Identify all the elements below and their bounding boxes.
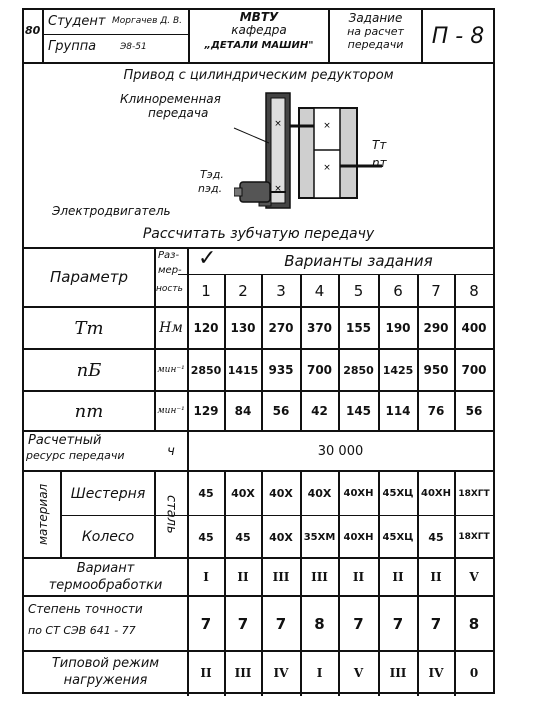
- table-cell: 400: [461, 321, 487, 335]
- figure-title: Привод с цилиндрическим редуктором: [123, 67, 394, 83]
- output-speed-label: nт: [372, 156, 387, 170]
- variant-number: 1: [201, 282, 211, 300]
- table-cell: 40ХН: [421, 488, 451, 499]
- table-cell: 40Х: [231, 487, 255, 500]
- svg-text:×: ×: [274, 119, 282, 129]
- table-cell: 1425: [382, 363, 414, 377]
- header-bottom-rule: [24, 62, 493, 64]
- table-cell: 40ХН: [343, 488, 374, 499]
- table-rule: [60, 515, 493, 516]
- table-cell: 7: [237, 614, 249, 633]
- table-cell: 7: [392, 614, 404, 633]
- table-cell: II: [392, 570, 404, 584]
- table-cell: 40Х: [269, 487, 293, 500]
- row-unit: мин⁻¹: [157, 365, 185, 375]
- table-cell: 190: [385, 321, 411, 335]
- row-param: Tт: [74, 317, 104, 339]
- variant-number: 6: [393, 282, 403, 300]
- table-cell: 8: [314, 614, 325, 633]
- table-cell: 45: [198, 487, 214, 500]
- table-cell: II: [200, 666, 212, 680]
- table-cell: 700: [461, 363, 487, 377]
- steel-label: сталь: [163, 495, 179, 534]
- svg-text:×: ×: [274, 184, 282, 194]
- load-label-2: нагружения: [63, 672, 148, 688]
- motor-icon: [234, 170, 294, 210]
- student-name: Моргачев Д. В.: [112, 16, 183, 26]
- table-cell: 42: [311, 404, 328, 418]
- material-label: материал: [36, 483, 50, 546]
- table-cell: 370: [306, 321, 333, 335]
- table-cell: 35ХМ: [303, 531, 336, 543]
- table-cell: 40Х: [307, 487, 332, 500]
- task-subject: передачи: [347, 37, 404, 51]
- table-cell: IV: [428, 666, 444, 680]
- group-label: Группа: [48, 39, 97, 54]
- output-torque-label: Tт: [372, 138, 387, 152]
- check-mark-icon: ✓: [198, 246, 217, 271]
- student-label: Студент: [48, 14, 106, 29]
- task-subtitle: на расчет: [347, 24, 404, 38]
- org-name: „ДЕТАЛИ МАШИН": [204, 39, 314, 51]
- org-department: кафедра: [231, 23, 287, 37]
- heat-label-2: термообработки: [48, 577, 163, 593]
- row-unit: Нм: [159, 320, 183, 336]
- group-value: Э8-51: [120, 42, 147, 52]
- table-cell: III: [234, 666, 252, 680]
- table-cell: V: [353, 666, 364, 680]
- table-cell: 2850: [190, 363, 222, 377]
- table-cell: 700: [306, 363, 333, 377]
- table-cell: 45: [198, 530, 214, 544]
- table-cell: 76: [427, 404, 445, 418]
- table-cell: IV: [273, 666, 289, 680]
- table-cell: 270: [268, 321, 294, 335]
- task-title: Задание: [348, 11, 403, 25]
- table-cell: II: [237, 570, 249, 584]
- svg-text:×: ×: [323, 163, 331, 173]
- table-cell: 129: [193, 404, 219, 418]
- heat-label: Вариант: [76, 560, 135, 576]
- resource-unit: ч: [167, 443, 175, 459]
- table-cell: 2850: [343, 363, 374, 377]
- gear-label: Колесо: [81, 529, 135, 545]
- table-cell: 1415: [227, 363, 259, 377]
- pinion-label: Шестерня: [70, 485, 146, 502]
- dim-header: Раз-: [158, 250, 180, 261]
- motor-torque-label: Tэд.: [200, 168, 224, 181]
- variant-number: 4: [314, 282, 325, 300]
- row-param: nБ: [76, 359, 102, 381]
- table-cell: V: [469, 570, 479, 584]
- table-cell: III: [389, 666, 407, 680]
- table-cell: 45: [428, 530, 444, 544]
- header-divider: [42, 34, 188, 35]
- table-cell: III: [311, 570, 328, 584]
- row-param: nт: [74, 400, 104, 422]
- dim-header-3: ность: [156, 284, 183, 294]
- table-cell: 290: [423, 321, 449, 335]
- param-header: Параметр: [50, 268, 128, 286]
- table-cell: I: [203, 570, 209, 584]
- table-cell: 7: [275, 614, 287, 633]
- variant-number: 3: [276, 282, 286, 300]
- table-cell: 8: [468, 614, 480, 633]
- resource-value: 30 000: [317, 443, 364, 459]
- table-cell: II: [430, 570, 442, 584]
- header-divider: [42, 10, 44, 62]
- accuracy-label: Степень точности: [28, 602, 143, 616]
- resource-label-2: ресурс передачи: [26, 449, 125, 462]
- drive-schematic: [204, 88, 387, 218]
- table-cell: 155: [345, 321, 372, 335]
- table-cell: 56: [272, 404, 290, 418]
- page-number: 80: [25, 24, 41, 37]
- table-cell: II: [352, 570, 365, 584]
- variants-header: Варианты задания: [284, 252, 433, 270]
- table-cell: 45ХЦ: [382, 488, 414, 499]
- table-cell: 935: [268, 363, 294, 377]
- table-cell: 7: [430, 614, 442, 633]
- table-cell: 114: [385, 404, 411, 418]
- table-cell: 130: [230, 321, 256, 335]
- table-cell: 18ХГТ: [458, 488, 490, 499]
- table-cell: 56: [465, 404, 483, 418]
- table-cell: 7: [200, 614, 212, 633]
- table-cell: 145: [345, 404, 372, 418]
- table-cell: 120: [193, 321, 219, 335]
- motor-speed-label: nэд.: [198, 182, 223, 195]
- table-cell: 7: [353, 614, 364, 633]
- table-cell: 0: [469, 666, 479, 680]
- task-subtitle: Рассчитать зубчатую передачу: [142, 226, 375, 242]
- motor-label: Электродвигатель: [52, 204, 171, 218]
- variant-number: 7: [431, 282, 441, 300]
- row-unit: мин⁻¹: [157, 406, 185, 416]
- table-cell: 40Х: [269, 530, 293, 544]
- task-code: П - 8: [431, 23, 485, 49]
- org-title: МВТУ: [239, 10, 279, 24]
- load-label: Типовой режим: [51, 655, 160, 671]
- svg-text:×: ×: [323, 121, 331, 131]
- task-sheet: [22, 8, 495, 694]
- variant-number: 8: [469, 282, 479, 300]
- table-cell: 40ХН: [343, 531, 374, 543]
- table-cell: I: [316, 666, 323, 680]
- dim-header-2: мер-: [158, 265, 182, 276]
- table-cell: 18ХГТ: [458, 532, 490, 542]
- belt-label-2: передача: [148, 106, 209, 120]
- belt-label: Клиноременная: [120, 92, 221, 106]
- accuracy-label-2: по СТ СЭВ 641 - 77: [28, 624, 136, 637]
- variant-number: 2: [238, 282, 248, 300]
- table-cell: 950: [423, 363, 449, 377]
- table-cell: 45: [235, 530, 251, 544]
- resource-label: Расчетный: [28, 433, 102, 448]
- table-cell: 45ХЦ: [382, 531, 414, 543]
- table-cell: 84: [234, 404, 252, 418]
- variant-number: 5: [353, 282, 364, 300]
- table-cell: III: [272, 570, 290, 584]
